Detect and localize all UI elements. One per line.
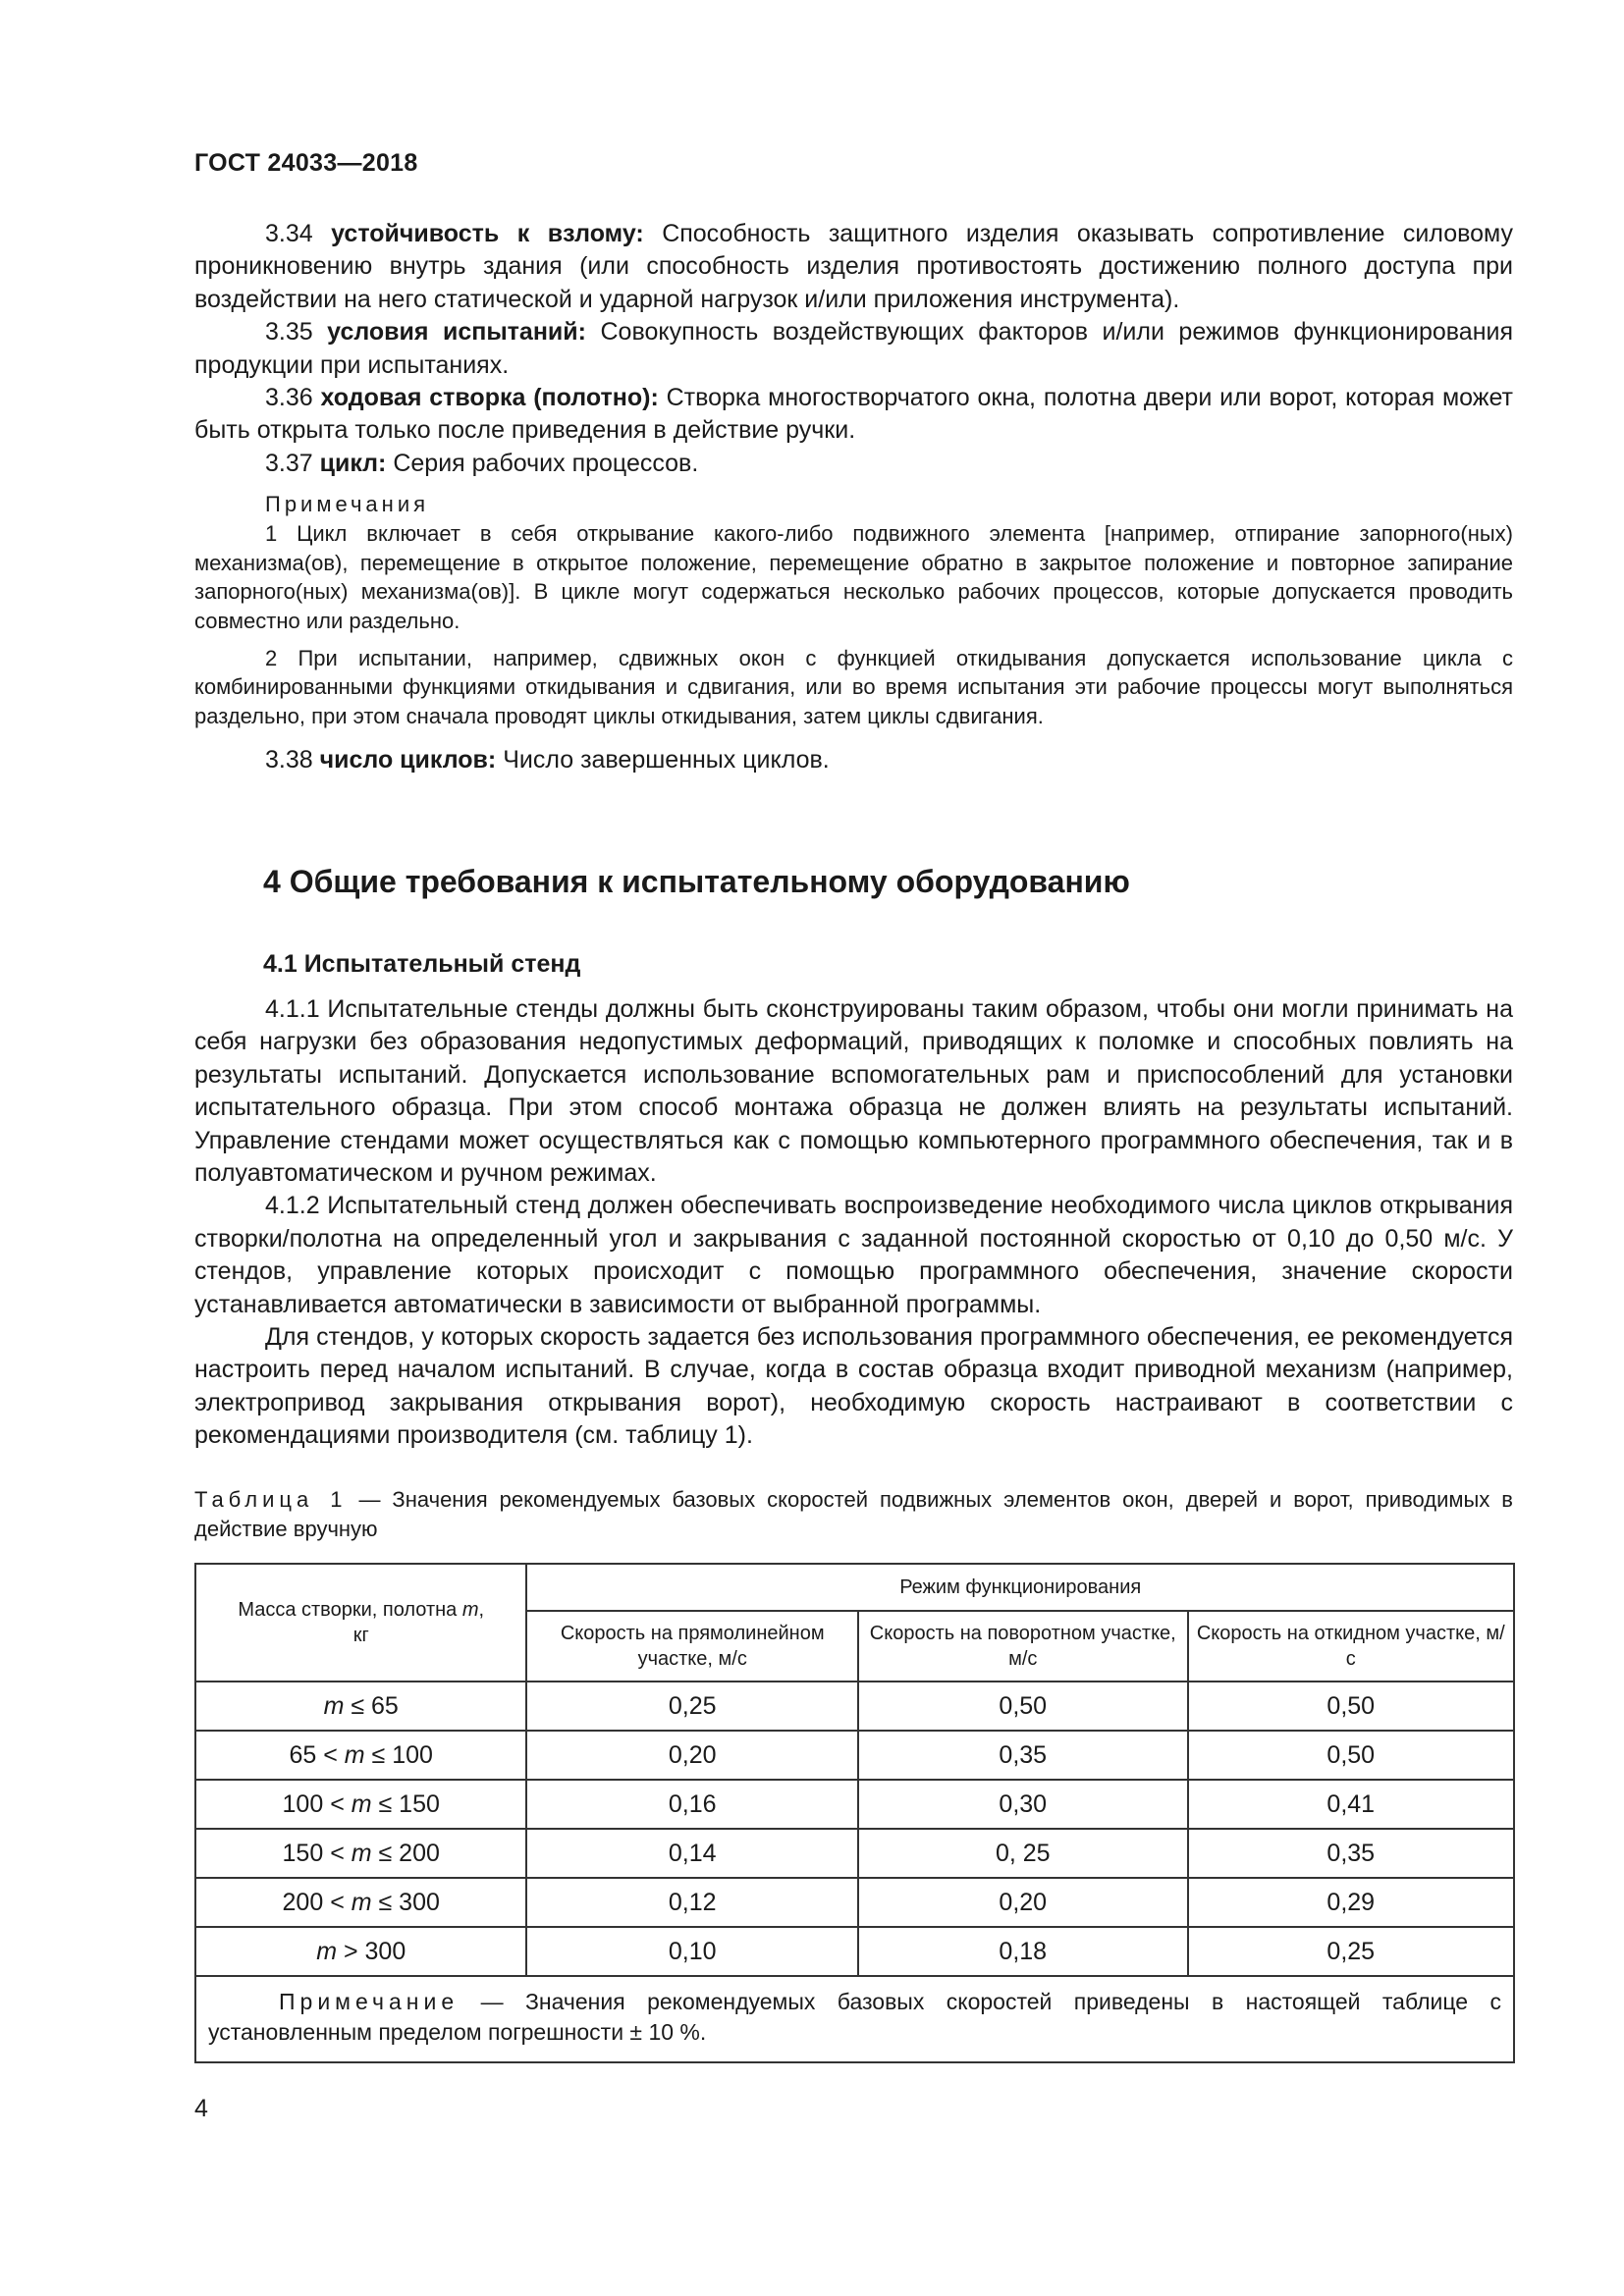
mass-cell	[195, 1780, 526, 1829]
paragraph: 4.1.2 Испытательный стенд должен обеспечивать воспроизведение необходимого числа циклов открывания створки/полотна на определенный угол и закрывания с заданной постоянной скоростью от 0,10 до 0,50 м/с. У стендов, управление которых происходит с помощью программного обеспечения, значение скорости устанавливается автоматически в зависимости от выбранной программы.	[194, 1192, 1513, 1318]
mass-variable: m	[461, 1599, 479, 1621]
mass-cell	[195, 1682, 526, 1731]
table-note-label: Примечание	[279, 1989, 460, 2014]
table-note	[195, 1976, 1514, 2062]
speed-table	[194, 1563, 1515, 2063]
term-definition: Число завершенных циклов.	[503, 746, 830, 774]
mass-cell	[195, 1927, 526, 1976]
mass-post: ≤ 300	[371, 1888, 440, 1916]
table-note-row	[195, 1976, 1514, 2062]
section-title: 4 Общие требования к испытательному оборудованию	[263, 864, 1130, 899]
mass-header-unit: кг	[352, 1625, 369, 1646]
mass-post: ≤ 100	[364, 1740, 433, 1769]
speed-rotary-cell: 0,18	[858, 1927, 1188, 1976]
speed-tilt-cell: 0,25	[1188, 1927, 1514, 1976]
term-name: цикл:	[319, 449, 387, 477]
subsection-title: 4.1 Испытательный стенд	[263, 950, 581, 978]
speed-linear-cell: 0,25	[526, 1682, 858, 1731]
mass-pre: 65 <	[289, 1740, 345, 1769]
term-name: условия испытаний:	[327, 318, 586, 347]
term-number: 3.34	[265, 220, 313, 247]
term-name: число циклов:	[319, 746, 497, 774]
mass-variable: m	[323, 1691, 345, 1720]
term-name: устойчивость к взлому:	[331, 220, 644, 247]
speed-rotary-cell: 0, 25	[858, 1829, 1188, 1878]
term-3-34	[194, 218, 1513, 316]
term-name: ходовая створка (полотно):	[320, 384, 659, 412]
speed-linear-cell: 0,16	[526, 1780, 858, 1829]
term-definition: Способность защитного изделия оказывать сопротивление силовому проникновению внутрь здания (или способность изделия противостоять достижению полного доступа при воздействии на него статической и ударной нагрузок и/или приложения инструмента).	[194, 220, 1513, 313]
terms-block	[194, 218, 1513, 777]
mass-cell	[195, 1829, 526, 1878]
note-item: 2 При испытании, например, сдвижных окон с функцией откидывания допускается использование цикла с комбинированными функциями откидывания и сдвигания, или во время испытания эти рабочие процессы могут выполняться раздельно, при этом сначала проводят циклы откидывания, затем циклы сдвигания.	[194, 645, 1513, 728]
term-number: 3.37	[265, 449, 313, 477]
speed-tilt-cell: 0,50	[1188, 1731, 1514, 1780]
mass-post: ≤ 65	[344, 1691, 399, 1720]
speed-rotary-cell: 0,30	[858, 1780, 1188, 1829]
table-row	[195, 1780, 1514, 1829]
table-row	[195, 1927, 1514, 1976]
table-row	[195, 1878, 1514, 1927]
note-item: 1 Цикл включает в себя открывание какого-либо подвижного элемента [например, отпирание запорного(ных) механизма(ов), перемещение в открытое положение, перемещение обратно в закрытое положение и повторное запирание запорного(ных) механизма(ов)]. В цикле могут содержаться несколько рабочих процессов, которые допускается проводить совместно или раздельно.	[194, 521, 1513, 634]
mass-header-text: Масса створки, полотна	[238, 1599, 462, 1621]
term-definition: Совокупность воздействующих факторов и/или режимов функционирования продукции при испытаниях.	[194, 318, 1514, 379]
speed-linear-cell: 0,10	[526, 1927, 858, 1976]
table-row	[195, 1731, 1514, 1780]
term-number: 3.36	[265, 384, 313, 412]
speed-linear-cell: 0,14	[526, 1829, 858, 1878]
mass-cell	[195, 1731, 526, 1780]
mass-pre: 200 <	[282, 1888, 352, 1916]
table-caption-text: — Значения рекомендуемых базовых скоростей подвижных элементов окон, дверей и ворот, приводимых в действие вручную	[194, 1487, 1513, 1541]
mass-variable: m	[351, 1839, 372, 1867]
speed-tilt-cell: 0,29	[1188, 1878, 1514, 1927]
term-definition: Серия рабочих процессов.	[393, 449, 699, 477]
table-row	[195, 1682, 1514, 1731]
term-definition: Створка многостворчатого окна, полотна двери или ворот, которая может быть открыта только после приведения в действие ручки.	[194, 384, 1513, 445]
mass-variable: m	[351, 1888, 372, 1916]
mass-variable: m	[351, 1789, 372, 1818]
table-note-text: — Значения рекомендуемых базовых скоростей приведены в настоящей таблице с установленным пределом погрешности ± 10 %.	[208, 1989, 1501, 2045]
mass-pre: 100 <	[282, 1789, 352, 1818]
speed-tilt-cell: 0,35	[1188, 1829, 1514, 1878]
term-3-35	[194, 316, 1513, 382]
notes-title: Примечания	[265, 492, 430, 517]
table-header-row	[195, 1564, 1514, 1611]
term-3-37	[194, 448, 1513, 480]
mass-variable: m	[316, 1937, 338, 1965]
speed-linear-cell: 0,20	[526, 1731, 858, 1780]
mass-pre: 150 <	[282, 1839, 352, 1867]
table-row	[195, 1829, 1514, 1878]
paragraph: Для стендов, у которых скорость задается без использования программного обеспечения, ее рекомендуется настроить перед началом испытаний. В случае, когда в состав образца входит приводной механизм (например, электропривод закрывания открывания ворот), необходимую скорость настраивают в соответствии с рекомендациями производителя (см. таблицу 1).	[194, 1323, 1513, 1450]
term-number: 3.38	[265, 746, 313, 774]
paragraph: 4.1.1 Испытательные стенды должны быть сконструированы таким образом, чтобы они могли принимать на себя нагрузки без образования недопустимых деформаций, приводящих к поломке и способных повлиять на результаты испытаний. Допускается использование вспомогательных рам и приспособлений для установки испытательного образца. При этом способ монтажа образца не должен влиять на результаты испытаний. Управление стендами может осуществляться как с помощью компьютерного программного обеспечения, так и в полуавтоматическом и ручном режимах.	[194, 995, 1513, 1188]
mass-post: ≤ 150	[371, 1789, 440, 1818]
section-4-body	[194, 993, 1513, 1453]
mode-header-cell: Режим функционирования	[526, 1564, 1514, 1611]
speed-rotary-cell: 0,35	[858, 1731, 1188, 1780]
col-header-rotary: Скорость на поворотном участке, м/с	[858, 1611, 1188, 1682]
speed-linear-cell: 0,12	[526, 1878, 858, 1927]
speed-rotary-cell: 0,20	[858, 1878, 1188, 1927]
speed-tilt-cell: 0,41	[1188, 1780, 1514, 1829]
mass-header-punct: ,	[478, 1599, 485, 1621]
speed-rotary-cell: 0,50	[858, 1682, 1188, 1731]
term-3-36	[194, 382, 1513, 448]
mass-cell	[195, 1878, 526, 1927]
mass-variable: m	[344, 1740, 365, 1769]
mass-post: > 300	[337, 1937, 406, 1965]
mass-header-cell	[195, 1564, 526, 1682]
page-number: 4	[194, 2095, 208, 2122]
mass-post: ≤ 200	[371, 1839, 440, 1867]
col-header-tilt: Скорость на откидном участке, м/с	[1188, 1611, 1514, 1682]
speed-tilt-cell: 0,50	[1188, 1682, 1514, 1731]
term-3-38	[194, 744, 1513, 776]
document-header: ГОСТ 24033—2018	[194, 149, 418, 177]
term-number: 3.35	[265, 318, 313, 347]
table-caption-label: Таблица 1	[194, 1487, 348, 1512]
col-header-linear: Скорость на прямолинейном участке, м/с	[526, 1611, 858, 1682]
table-caption	[194, 1485, 1513, 1543]
